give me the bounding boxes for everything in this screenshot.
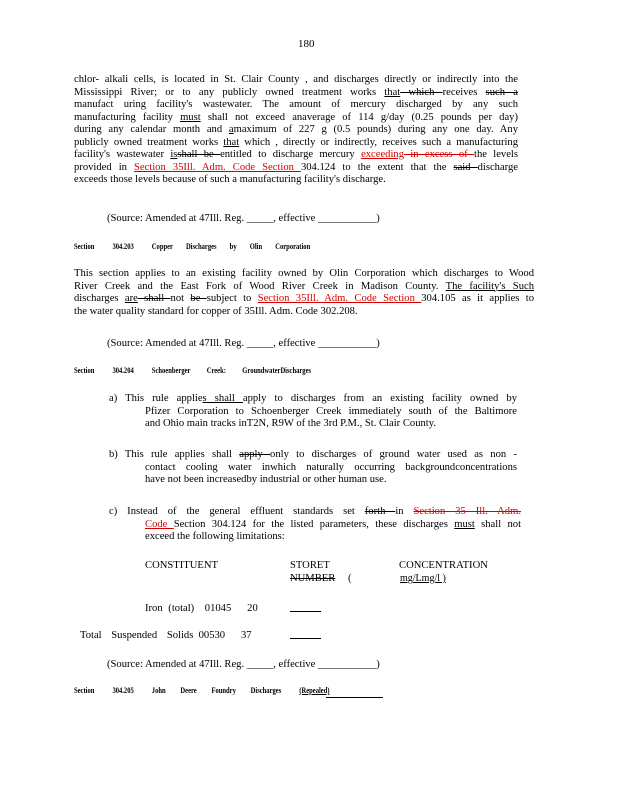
para1-line1: chlor- alkali cells, is located in St. Clair County , and discharges directly or indirectly into the: [74, 74, 518, 85]
para1-line4: manufacturing facility must shall not exceed anaverage of 114 g/day (0.25 pounds per day): [74, 111, 518, 123]
item-a: [109, 393, 517, 431]
para1-line3: manufact uring facility's wastewater. The amount of mercury discharged by any such: [74, 99, 518, 110]
para2-line2: River Creek and the East Fork of Wood River Creek in Madison County. The facility's Such: [74, 280, 534, 292]
iron-value: 20: [247, 603, 258, 614]
para2-line4: the water quality standard for copper of 35Ill. Adm. Code 302.208.: [74, 305, 358, 317]
item-a-line2: Pfizer Corporation to Schoenberger Creek immediately south of the Baltimore: [145, 405, 517, 417]
section-heading-304-203: Section 304.203 Copper Discharges by Olin Corporation: [74, 242, 311, 251]
para2-line1: This section applies to an existing facility owned by Olin Corporation which discharges to Wood: [74, 268, 534, 279]
iron-rule: [290, 611, 321, 612]
table-header-storet: STORET: [290, 560, 330, 571]
item-c-line1: c) Instead of the general effluent standards set forth in Section 35 Ill. Adm.: [109, 506, 521, 517]
para2-line3: discharges are shall not be subject to Section 35Ill. Adm. Code Section 304.105 as it applies to: [74, 293, 534, 304]
source-line-1: (Source: Amended at 47Ill. Reg. _____, effective ___________): [107, 213, 380, 224]
section-heading-304-205: Section 304.205 John Deere Foundry Discharges (Repealed): [74, 686, 330, 695]
table-header-number: NUMBER: [290, 573, 336, 584]
item-b-line1: b) This rule applies shall apply only to discharges of ground water used as non -: [109, 449, 517, 460]
item-a-line1: a) This rule applies shall apply to discharges from an existing facility owned by: [109, 393, 517, 404]
repealed-status: (Repealed): [299, 686, 330, 695]
source-line-3: (Source: Amended at 47Ill. Reg. _____, effective ___________): [107, 659, 380, 670]
item-a-line3: and Ohio main tracks inT2N, R9W of the 3rd P.M., St. Clair County.: [145, 418, 437, 429]
repealed-rule: [326, 697, 383, 698]
tss-rule: [290, 638, 321, 639]
item-c: [109, 506, 521, 544]
para1-line2: Mississippi River; or to any publicly owned treatment works that which receives such a: [74, 86, 518, 98]
table-header-units: mg/Lmg/l ): [400, 573, 446, 584]
para1-line6: publicly owned treatment works that which , directly or indirectly, receives such a manufacturing: [74, 136, 519, 148]
table-header-concentration: CONCENTRATION: [399, 560, 488, 571]
iron-label: Iron (total): [145, 603, 195, 614]
table-row-iron: [145, 603, 258, 614]
section-heading-304-204: Section 304.204 Schoenberger Creek: GroundwaterDischarges: [74, 366, 312, 375]
para1-line7: facility's wastewater isshall be entitled to discharge mercury exceeding in excess of the levels: [74, 149, 518, 160]
para1-line5: during any calendar month and amaximum of 227 g (0.5 pounds) during any one day. Any: [74, 124, 518, 135]
tss-label: Total Suspended Solids: [80, 630, 194, 641]
tss-storet: 00530: [198, 630, 226, 641]
paragraph-copper: [74, 268, 534, 318]
para1-line9: exceeds those levels because of such a manufacturing facility's discharge.: [74, 174, 386, 185]
table-row-tss: [80, 630, 252, 641]
table-header-constituent: CONSTITUENT: [145, 560, 218, 571]
iron-storet: 01045: [204, 603, 232, 614]
page-number: 180: [298, 38, 315, 50]
item-b: [109, 449, 517, 487]
table-header-paren: (: [348, 573, 352, 584]
source-line-2: (Source: Amended at 47Ill. Reg. _____, effective ___________): [107, 338, 380, 349]
tss-value: 37: [240, 630, 252, 641]
item-c-line3: exceed the following limitations:: [145, 531, 285, 542]
item-b-line3: have not been increasedby industrial or other human use.: [145, 474, 387, 485]
item-c-line2: Code Section 304.124 for the listed parameters, these discharges must shall not: [145, 518, 522, 530]
item-b-line2: contact cooling water inwhich naturally occurring backgroundconcentrations: [145, 461, 517, 473]
paragraph-mercury: [74, 74, 518, 187]
para1-line8: provided in Section 35Ill. Adm. Code Section 304.124 to the extent that the said discharge: [74, 161, 518, 173]
